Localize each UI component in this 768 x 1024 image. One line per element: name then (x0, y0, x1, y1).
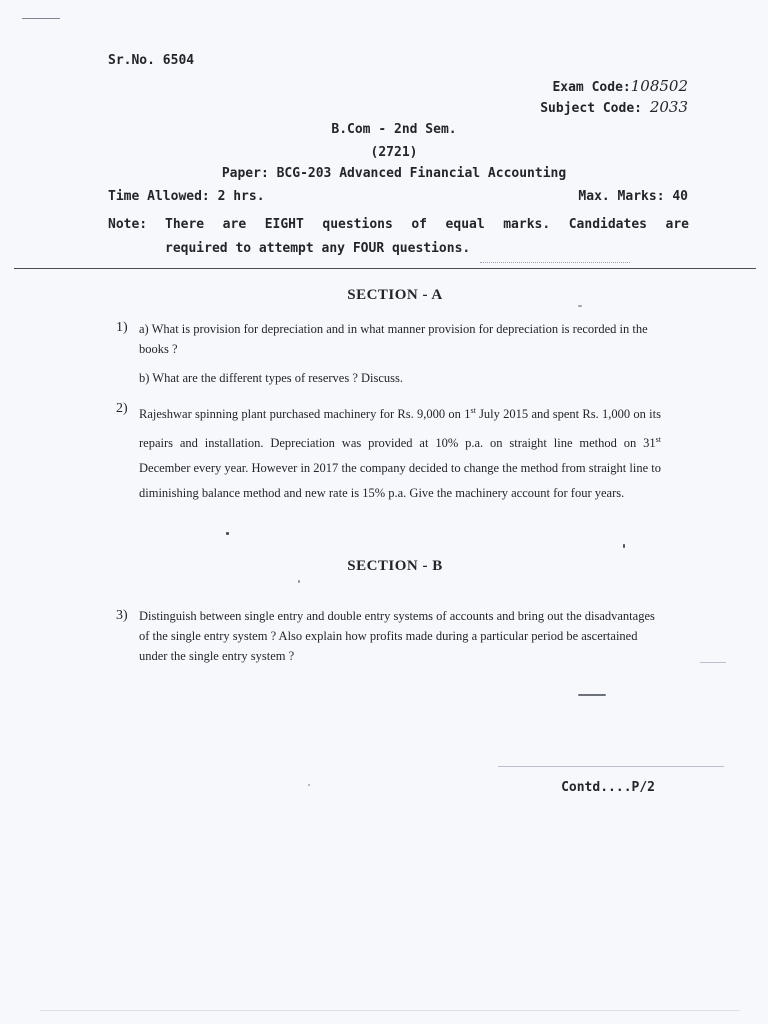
question-3-number: 3) (116, 608, 128, 623)
q2-text-part-3: December every year. However in 2017 the company decided to change the method from straight line to diminishing balance method and new rate is 15% p.a. Give the machinery account for four years. (139, 461, 661, 501)
header-divider (14, 268, 756, 269)
serial-number: Sr.No. 6504 (108, 53, 195, 68)
q2-text-part-1: Rajeshwar spinning plant purchased machinery for Rs. 9,000 on 1 (139, 407, 471, 422)
subject-code-value: 2033 (649, 98, 688, 116)
note-line-2: required to attempt any FOUR questions. (165, 241, 471, 256)
scan-smudge (498, 766, 724, 767)
q2-superscript-1: st (470, 406, 476, 415)
scan-speck (308, 784, 310, 786)
corner-mark (22, 18, 60, 19)
question-3-text: Distinguish between single entry and double entry systems of accounts and bring out the disadvantages of the single entry system ? Also explain how profits made during a particular period be ascertained under the single entry system ? (139, 609, 655, 663)
course-title: B.Com - 2nd Sem. (331, 122, 457, 137)
exam-code-value: 108502 (630, 77, 688, 95)
note-line-1: There are EIGHT questions of equal marks. Candidates are (165, 217, 689, 232)
question-1-number: 1) (116, 320, 128, 335)
max-marks: Max. Marks: 40 (578, 189, 688, 204)
scan-smudge (578, 694, 606, 696)
question-2-number: 2) (116, 401, 128, 416)
question-1b-text: b) What are the different types of reserves ? Discuss. (139, 371, 404, 385)
exam-code-label: Exam Code: (552, 80, 631, 95)
subject-code (540, 98, 688, 116)
scan-speck (226, 532, 229, 535)
section-b-heading: SECTION - B (347, 558, 443, 574)
continued-note: Contd....P/2 (561, 780, 655, 795)
scan-speck (298, 580, 300, 583)
scan-smudge (40, 1010, 740, 1011)
exam-code (552, 77, 688, 95)
faint-divider (480, 262, 630, 263)
q2-text-part-2: July 2015 and spent Rs. 1,000 on its repairs and installation. Depreciation was provided at 10% p.a. on straight line method on 31 (139, 407, 661, 451)
paper-number: (2721) (370, 145, 418, 160)
q2-superscript-2: st (655, 435, 661, 445)
question-1a-text: a) What is provision for depreciation and in what manner provision for depreciation is recorded in the books ? (139, 322, 648, 356)
scan-speck (578, 305, 582, 307)
scan-speck (623, 544, 625, 548)
question-2-text (139, 398, 661, 506)
subject-code-label: Subject Code: (540, 101, 650, 116)
section-a-heading: SECTION - A (347, 287, 443, 303)
paper-title: Paper: BCG-203 Advanced Financial Accounting (221, 166, 567, 181)
time-allowed: Time Allowed: 2 hrs. (108, 189, 265, 204)
note-label: Note: (108, 217, 148, 232)
scan-smudge (700, 662, 726, 663)
